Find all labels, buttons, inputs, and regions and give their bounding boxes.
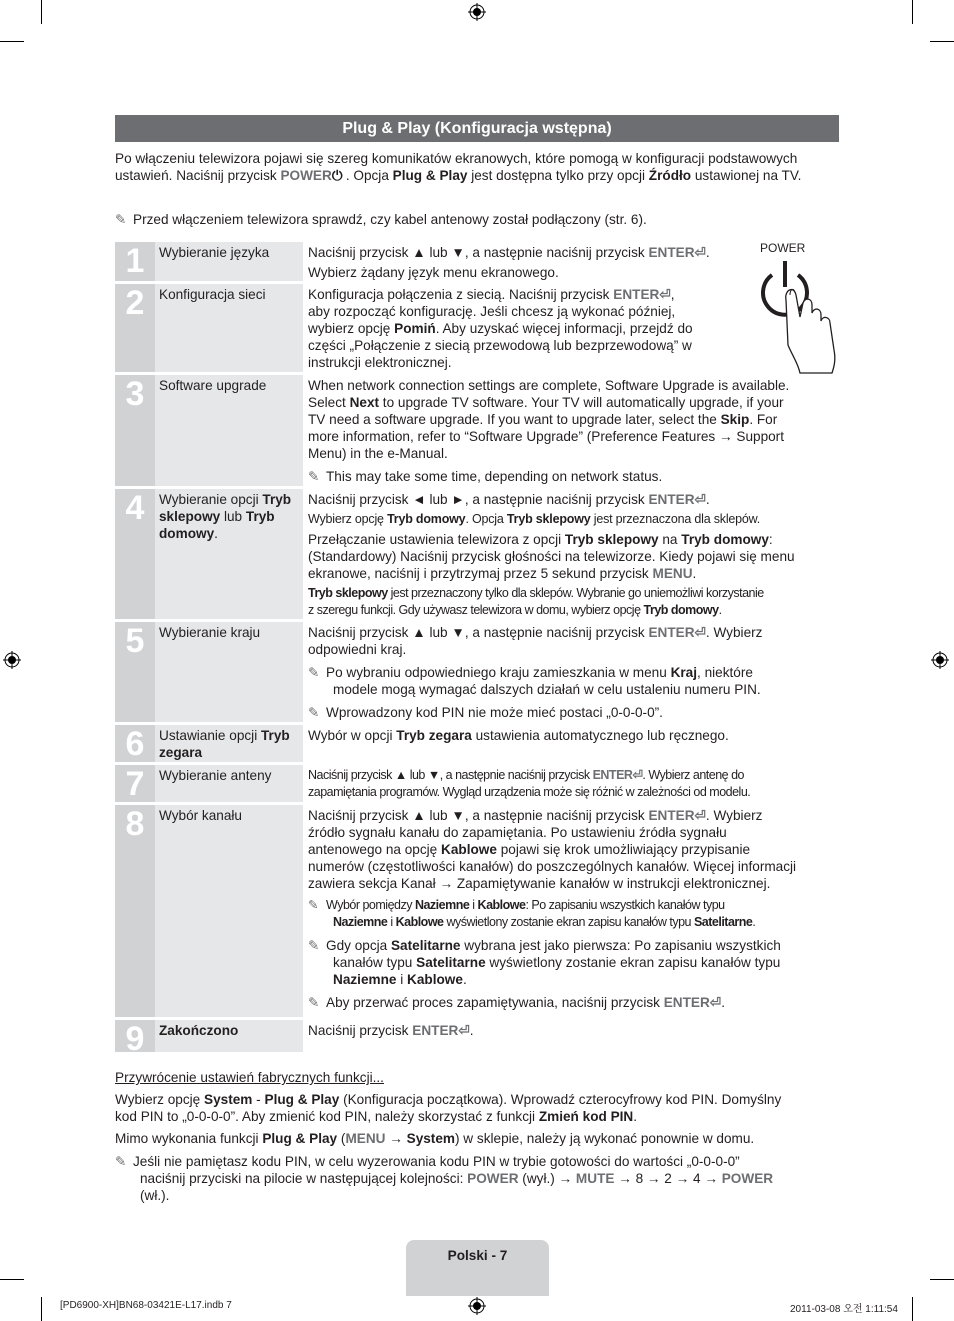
step-description: Naciśnij przycisk ▲ lub ▼, a następnie naciśnij przycisk ENTER⏎. Wybierz źródło sygnału kanału do zapamiętania. Po ustawieniu źródła sygnału antenowego na opcję Kablowe pojawi się krok umożliwiający przypisanie numerów (częstotliwości kanałów) do poszczególnych kanałów. Więcej informacji zawiera sekcja Kanał → Zapamiętywanie kanałów w instrukcji elektronicznej. ✎ Wybór pomiędzy Naziemne i Kablowe: Po zapisaniu wszystkich kanałów typu Naziemne i Kablowe wyświetlony zostanie ekran zapisu kanałów typu Satelitarne. ✎ Gdy opcja Satelitarne wybrana jest jako pierwsza: Po zapisaniu wszystkich kanałów typu Satelitarne wyświetlony zostanie ekran zapisu kanałów typu Naziemne i Kablowe. ✎ Aby przerwać proces zapamiętywania, naciśnij przycisk ENTER⏎. bbox=[308, 808, 797, 1010]
note-pencil-icon: ✎ bbox=[308, 705, 320, 720]
step-row-7 bbox=[115, 765, 839, 802]
step-label: Ustawianie opcji Tryb zegara bbox=[155, 725, 303, 762]
note-pencil-icon: ✎ bbox=[115, 1154, 127, 1169]
step-description: Wybór w opcji Tryb zegara ustawienia automatycznego lub ręcznego. bbox=[308, 728, 729, 743]
step-label: Wybieranie anteny bbox=[155, 765, 303, 802]
step-description: Naciśnij przycisk ◄ lub ►, a następnie naciśnij przycisk ENTER⏎. Wybierz opcję Tryb domowy. Opcja Tryb sklepowy jest przeznaczona dla sklepów. Przełączanie ustawienia telewizora z opcji Tryb sklepowy na Tryb domowy: (Standardowy) Naciśnij przycisk głośności na telewizorze. Kiedy pojawi się menu ekranowe, naciśnij i przytrzymaj przez 5 sekund przycisk MENU. Tryb sklepowy jest przeznaczony tylko dla sklepów. Wybranie go uniemożliwi korzystanie z szeregu funkcji. Gdy używasz telewizora w domu, wybierz opcję Tryb domowy. bbox=[308, 492, 795, 617]
page-title: Plug & Play (Konfiguracja wstępna) bbox=[115, 115, 839, 142]
step-row-5 bbox=[115, 622, 839, 722]
step-number: 7 bbox=[115, 765, 155, 802]
step-number: 3 bbox=[115, 375, 155, 486]
step-number: 5 bbox=[115, 622, 155, 722]
step-number: 6 bbox=[115, 725, 155, 762]
enter-icon: ⏎ bbox=[458, 1023, 470, 1038]
step-number: 9 bbox=[115, 1020, 155, 1052]
step-row-1 bbox=[115, 242, 839, 281]
step-row-8 bbox=[115, 805, 839, 1017]
page-number-tab: Polski - 7 bbox=[406, 1240, 549, 1296]
power-label: POWER bbox=[760, 241, 806, 255]
reset-paragraph-1: Wybierz opcję System - Plug & Play (Konfiguracja początkowa). Wprowadź czterocyfrowy kod PIN. Domyślny kod PIN to „0-0-0-0”. Aby zmienić kod PIN, należy skorzystać z funkcji Zmień kod PIN. bbox=[115, 1092, 782, 1124]
step-label: Konfiguracja sieci bbox=[155, 284, 303, 372]
step-description: Naciśnij przycisk ▲ lub ▼, a następnie naciśnij przycisk ENTER⏎. Wybierz antenę do zapamiętania programów. Wygląd urządzenia może się różnić w zależności od modelu. bbox=[308, 768, 751, 799]
step-number: 4 bbox=[115, 489, 155, 619]
step-description: Konfiguracja połączenia z siecią. Naciśnij przycisk ENTER⏎, aby rozpocząć konfigurację. Jeśli chcesz ją wykonać później, wybierz opcję Pomiń. Aby uzyskać więcej informacji, przejdź do części „Połączenie z siecią przewodową lub bezprzewodową” w instrukcji elektronicznej. bbox=[308, 287, 693, 370]
step-description: When network connection settings are complete, Software Upgrade is available. Select Next to upgrade TV software. Your TV will automatically upgrade, if your TV need a software upgrade. If you want to upgrade later, select the Skip. For more information, refer to “Software Upgrade” (Preference Features → Support Menu) in the e-Manual. ✎ This may take some time, depending on network status. bbox=[308, 378, 790, 484]
intro-note: ✎ Przed włączeniem telewizora sprawdź, czy kabel antenowy został podłączony (str. 6). bbox=[115, 212, 647, 227]
step-label: Wybieranie kraju bbox=[155, 622, 303, 722]
step-label: Wybieranie opcji Tryb sklepowy lub Tryb domowy. bbox=[155, 489, 303, 619]
reset-note: ✎ Jeśli nie pamiętasz kodu PIN, w celu wyzerowania kodu PIN w trybie gotowości do wartości „0-0-0-0” naciśnij przyciski na pilocie w następującej kolejności: POWER (wył.) → MUTE → 8 → 2 → 4 → POWER (wł.). bbox=[115, 1154, 774, 1203]
reset-heading: Przywrócenie ustawień fabrycznych funkcji... bbox=[115, 1070, 384, 1085]
step-number: 8 bbox=[115, 805, 155, 1017]
enter-icon: ⏎ bbox=[694, 808, 706, 823]
note-pencil-icon: ✎ bbox=[308, 995, 320, 1010]
step-label: Software upgrade bbox=[155, 375, 303, 486]
intro-paragraph: Po włączeniu telewizora pojawi się szereg komunikatów ekranowych, które pomogą w konfiguracji podstawowych ustawień. Naciśnij przycisk POWER⏻ . Opcja Plug & Play jest dostępna tylko przy opcji Źródło ustawionej na TV. bbox=[115, 151, 802, 183]
registration-mark-icon bbox=[3, 651, 21, 669]
note-pencil-icon: ✎ bbox=[308, 665, 320, 680]
step-row-9 bbox=[115, 1020, 839, 1058]
step-label: Wybór kanału bbox=[155, 805, 303, 1017]
enter-icon: ⏎ bbox=[709, 995, 722, 1010]
enter-icon: ⏎ bbox=[659, 287, 671, 302]
enter-icon: ⏎ bbox=[694, 625, 706, 640]
step-description: Naciśnij przycisk ▲ lub ▼, a następnie naciśnij przycisk ENTER⏎. Wybierz żądany język menu ekranowego. bbox=[308, 245, 710, 280]
step-label: Wybieranie języka bbox=[155, 242, 303, 281]
registration-mark-icon bbox=[468, 1297, 486, 1315]
imprint-right: 2011-03-08 오전 1:11:54 bbox=[790, 1304, 898, 1315]
step-row-6 bbox=[115, 725, 839, 762]
power-icon: ⏻ bbox=[331, 168, 343, 183]
note-pencil-icon: ✎ bbox=[308, 938, 320, 953]
reset-paragraph-2: Mimo wykonania funkcji Plug & Play (MENU → System) w sklepie, należy ją wykonać ponownie w domu. bbox=[115, 1131, 755, 1146]
enter-icon: ⏎ bbox=[694, 492, 706, 507]
step-description: Naciśnij przycisk ENTER⏎. bbox=[308, 1023, 474, 1038]
registration-mark-icon bbox=[931, 651, 949, 669]
registration-mark-icon bbox=[468, 3, 486, 21]
step-description: Naciśnij przycisk ▲ lub ▼, a następnie naciśnij przycisk ENTER⏎. Wybierz odpowiedni kraj. ✎ Po wybraniu odpowiedniego kraju zamieszkania w menu Kraj, niektóre modele mogą wymagać dalszych działań w celu ustaleniu numeru PIN. ✎ Wprowadzony kod PIN nie może mieć postaci „0-0-0-0”. bbox=[308, 625, 763, 720]
imprint-left: [PD6900-XH]BN68-03421E-L17.indb 7 bbox=[60, 1300, 232, 1311]
note-pencil-icon: ✎ bbox=[115, 212, 127, 227]
enter-icon: ⏎ bbox=[632, 768, 643, 782]
step-row-2 bbox=[115, 284, 839, 372]
enter-icon: ⏎ bbox=[694, 245, 706, 260]
step-number: 1 bbox=[115, 242, 155, 281]
step-number: 2 bbox=[115, 284, 155, 372]
note-pencil-icon: ✎ bbox=[308, 469, 320, 484]
note-pencil-icon: ✎ bbox=[308, 898, 318, 912]
step-label: Zakończono bbox=[155, 1020, 303, 1052]
step-row-3 bbox=[115, 375, 839, 486]
step-row-4 bbox=[115, 489, 839, 619]
